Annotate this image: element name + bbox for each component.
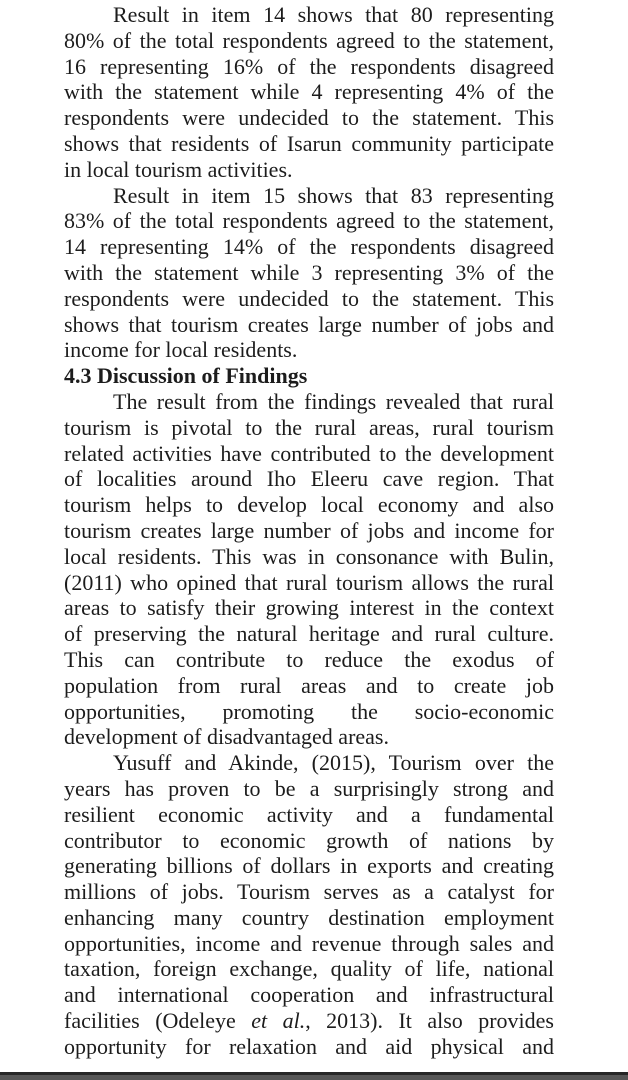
text-line: resilient economic activity and a fundamental <box>64 801 554 827</box>
text-line: opportunities, income and revenue through sales and <box>64 930 554 956</box>
text-line: Result in item 14 shows that 80 representing <box>113 2 554 27</box>
section-heading <box>64 363 554 389</box>
text-line: 16 representing 16% of the respondents disagreed <box>64 53 554 79</box>
text-line: taxation, foreign exchange, quality of life, national <box>64 956 554 982</box>
text-line: 83% of the total respondents agreed to the statement, <box>64 208 554 234</box>
text-line: population from rural areas and to create job <box>64 672 554 698</box>
text-line: and international cooperation and infrastructural <box>64 982 554 1008</box>
text-line: tourism is pivotal to the rural areas, rural tourism <box>64 414 554 440</box>
paragraph <box>64 389 554 750</box>
text-line: of preserving the natural heritage and rural culture. <box>64 621 554 647</box>
text-line: tourism creates large number of jobs and income for <box>64 517 554 543</box>
paragraph <box>64 750 554 1060</box>
paragraph <box>64 183 554 364</box>
text-line: 14 representing 14% of the respondents disagreed <box>64 234 554 260</box>
text-line: generating billions of dollars in exports and creating <box>64 853 554 879</box>
text-line: enhancing many country destination employment <box>64 904 554 930</box>
text-line: respondents were undecided to the statement. This <box>64 285 554 311</box>
text-line: shows that residents of Isarun community participate <box>64 130 554 156</box>
text-line: local residents. This was in consonance with Bulin, <box>64 543 554 569</box>
heading-line: 4.3 Discussion of Findings <box>64 363 308 389</box>
page-content <box>64 2 554 1060</box>
text-segment: facilities (Odeleye <box>64 1008 252 1034</box>
text-line: Yusuff and Akinde, (2015), Tourism over the <box>113 750 554 776</box>
text-line: respondents were undecided to the statement. This <box>64 105 554 131</box>
italic-text-segment: et al. <box>251 1008 306 1034</box>
text-line: contributor to economic growth of nations by <box>64 827 554 853</box>
text-line: The result from the findings revealed that rural <box>113 388 554 414</box>
page-bottom-border <box>0 1072 628 1080</box>
text-line: areas to satisfy their growing interest in the context <box>64 595 554 621</box>
text-line: development of disadvantaged areas. <box>64 724 389 750</box>
text-line: opportunities, promoting the socio-economic <box>64 698 554 724</box>
text-line: (2011) who opined that rural tourism allows the rural <box>64 569 554 595</box>
text-line: with the statement while 4 representing 4% of the <box>64 79 554 105</box>
text-segment: , 2013). It also provides <box>305 1008 554 1034</box>
text-line: related activities have contributed to the development <box>64 440 554 466</box>
text-line: opportunity for relaxation and aid physical and <box>64 1033 554 1059</box>
text-line: Result in item 15 shows that 83 representing <box>113 182 554 208</box>
text-line: income for local residents. <box>64 337 298 363</box>
text-line: tourism helps to develop local economy and also <box>64 492 554 518</box>
paragraph <box>64 2 554 183</box>
text-line: with the statement while 3 representing 3% of the <box>64 259 554 285</box>
text-line: years has proven to be a surprisingly strong and <box>64 775 554 801</box>
text-line: 80% of the total respondents agreed to the statement, <box>64 27 554 53</box>
text-line <box>64 1008 554 1034</box>
text-line: in local tourism activities. <box>64 156 293 182</box>
text-line: This can contribute to reduce the exodus of <box>64 646 554 672</box>
text-line: of localities around Iho Eleeru cave region. That <box>64 466 554 492</box>
text-line: shows that tourism creates large number of jobs and <box>64 311 554 337</box>
text-line: millions of jobs. Tourism serves as a catalyst for <box>64 879 554 905</box>
